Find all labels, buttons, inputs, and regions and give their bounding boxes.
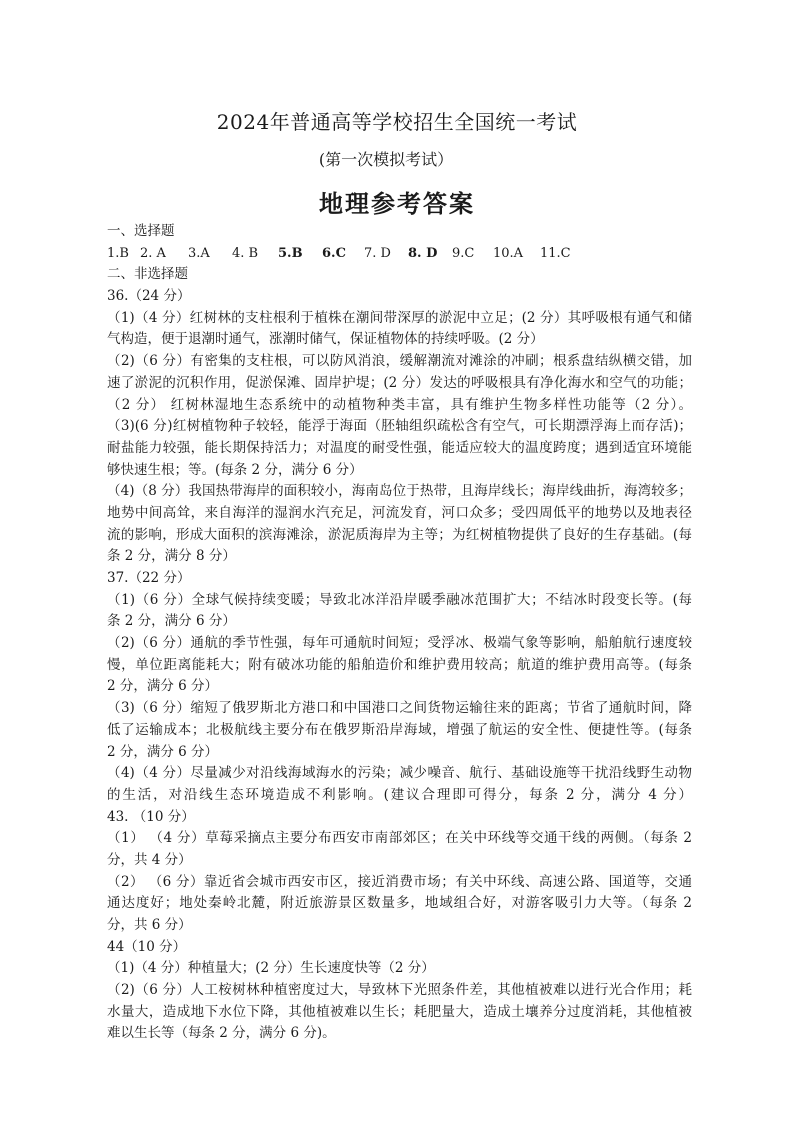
exam-subtitle: (第一次模拟考试） bbox=[318, 150, 454, 169]
answer-line: （4)（4 分）尽量减少对沿线海域海水的污染；减少噪音、航行、基础设施等干扰沿线野生动物 bbox=[107, 765, 692, 782]
choice-answer: 2. A bbox=[140, 245, 166, 261]
choice-answer: 5.B bbox=[278, 245, 303, 261]
choice-answer: 3.A bbox=[188, 245, 210, 261]
answer-line: 地势中间高耸，来自海洋的湿润水汽充足，河流发育，河口众多；受四周低平的地势以及地表径 bbox=[107, 504, 692, 521]
answer-line: 2 分，满分 6 分） bbox=[107, 678, 219, 695]
answer-line: 44（10 分） bbox=[107, 938, 187, 955]
answer-line: 耐盐能力较强，能长期保持活力；对温度的耐受性强，能适应较大的温度跨度；遇到适宜环境能 bbox=[107, 439, 692, 456]
choice-answer: 4. B bbox=[232, 245, 259, 261]
answer-line: 气构造，便于退潮时通气，涨潮时储气，保证植物体的持续呼吸。(2 分） bbox=[107, 331, 544, 348]
answer-line: （1)（4 分）种植量大；(2 分）生长速度快等（2 分） bbox=[107, 960, 435, 977]
answer-line: 通达度好；地处秦岭北麓，附近旅游景区数量多，地域组合好，对游客吸引力大等。（每条 2 bbox=[107, 895, 692, 912]
choice-answer: 9.C bbox=[452, 245, 475, 261]
answer-line: （2 分） 红树林湿地生态系统中的动植物种类丰富，具有维护生物多样性功能等（2 分）。 bbox=[107, 396, 692, 413]
exam-title: 2024年普通高等学校招生全国统一考试 bbox=[216, 110, 578, 134]
answer-line: （2)（6 分）有密集的支柱根，可以防风消浪，缓解潮流对滩涂的冲刷；根系盘结纵横交错，加 bbox=[107, 353, 692, 370]
document-heading: 地理参考答案 bbox=[319, 189, 475, 218]
answer-line: （1） （4 分）草莓采摘点主要分布西安市南部郊区；在关中环线等交通干线的两侧。（每条 2 bbox=[107, 830, 692, 847]
answer-line: 流的影响，形成大面积的滨海滩涂，淤泥质海岸为主等；为红树植物提供了良好的生存基础。(每 bbox=[107, 526, 692, 543]
choice-answer: 10.A bbox=[493, 245, 524, 261]
answer-line: 水量大，造成地下水位下降，其他植被难以生长；耗肥量大，造成土壤养分过度消耗，其他植被 bbox=[107, 1003, 692, 1020]
answer-line: 慢，单位距离能耗大；附有破冰功能的船舶造价和维护费用较高；航道的维护费用高等。(每条 bbox=[107, 656, 692, 673]
choice-answers-row bbox=[107, 243, 692, 265]
choice-answer: 6.C bbox=[322, 245, 346, 261]
answer-line: 难以生长等（每条 2 分，满分 6 分)。 bbox=[107, 1025, 336, 1042]
free-response-answers bbox=[107, 264, 692, 1045]
answer-line: 的生活，对沿线生态环境造成不利影响。(建议合理即可得分，每条 2 分，满分 4 分） bbox=[107, 786, 692, 803]
answer-line: 43. （10 分） bbox=[107, 808, 195, 825]
section-heading-choice: 一、选择题 bbox=[107, 223, 175, 239]
answer-line: （2） （6 分）靠近省会城市西安市区，接近消费市场；有关中环线、高速公路、国道等，交通 bbox=[107, 873, 692, 890]
choice-answer: 11.C bbox=[540, 245, 571, 261]
answer-line: 速了淤泥的沉积作用，促淤保滩、固岸护堤；(2 分）发达的呼吸根具有净化海水和空气的功能； bbox=[107, 374, 692, 391]
answer-line: （2)（6 分）通航的季节性强，每年可通航时间短；受浮冰、极端气象等影响，船舶航行速度较 bbox=[107, 635, 692, 652]
answer-line: 条 2 分，满分 6 分） bbox=[107, 613, 236, 630]
answer-line: （1)（6 分）全球气候持续变暖；导致北冰洋沿岸暖季融冰范围扩大；不结冰时段变长等。(每 bbox=[107, 591, 692, 608]
answer-line: 二、非选择题 bbox=[107, 266, 188, 283]
answer-line: 低了运输成本；北极航线主要分布在俄罗斯沿岸海域，增强了航运的安全性、便捷性等。(每条 bbox=[107, 721, 692, 738]
answer-line: 条 2 分，满分 8 分） bbox=[107, 548, 236, 565]
answer-line: 37.（22 分） bbox=[107, 570, 191, 586]
answer-line: （4)（8 分）我国热带海岸的面积较小，海南岛位于热带，且海岸线长；海岸线曲折，海湾较多； bbox=[107, 483, 692, 500]
choice-answer: 8. D bbox=[408, 245, 438, 261]
answer-line: （3)(6 分)红树植物种子较轻，能浮于海面（胚轴组织疏松含有空气，可长期漂浮海上而存活)； bbox=[107, 418, 692, 435]
answer-line: （3)（6 分）缩短了俄罗斯北方港口和中国港口之间货物运输往来的距离；节省了通航时间，降 bbox=[107, 700, 692, 717]
answer-body bbox=[107, 221, 692, 1045]
answer-line: （1)（4 分）红树林的支柱根利于植株在潮间带深厚的淤泥中立足；(2 分）其呼吸根有通气和储 bbox=[107, 309, 692, 326]
choice-answer: 1.B bbox=[107, 245, 129, 261]
answer-line: 分，共 4 分） bbox=[107, 851, 192, 868]
choice-answer: 7. D bbox=[364, 245, 391, 261]
answer-line: 够快速生根；等。(每条 2 分，满分 6 分） bbox=[107, 461, 363, 478]
answer-line: 36.（24 分） bbox=[107, 288, 191, 305]
answer-line: 2 分，满分 6 分） bbox=[107, 743, 219, 760]
answer-line: （2)（6 分）人工桉树林种植密度过大，导致林下光照条件差，其他植被难以进行光合作用；耗 bbox=[107, 982, 692, 999]
answer-line: 分，共 6 分） bbox=[107, 917, 192, 933]
